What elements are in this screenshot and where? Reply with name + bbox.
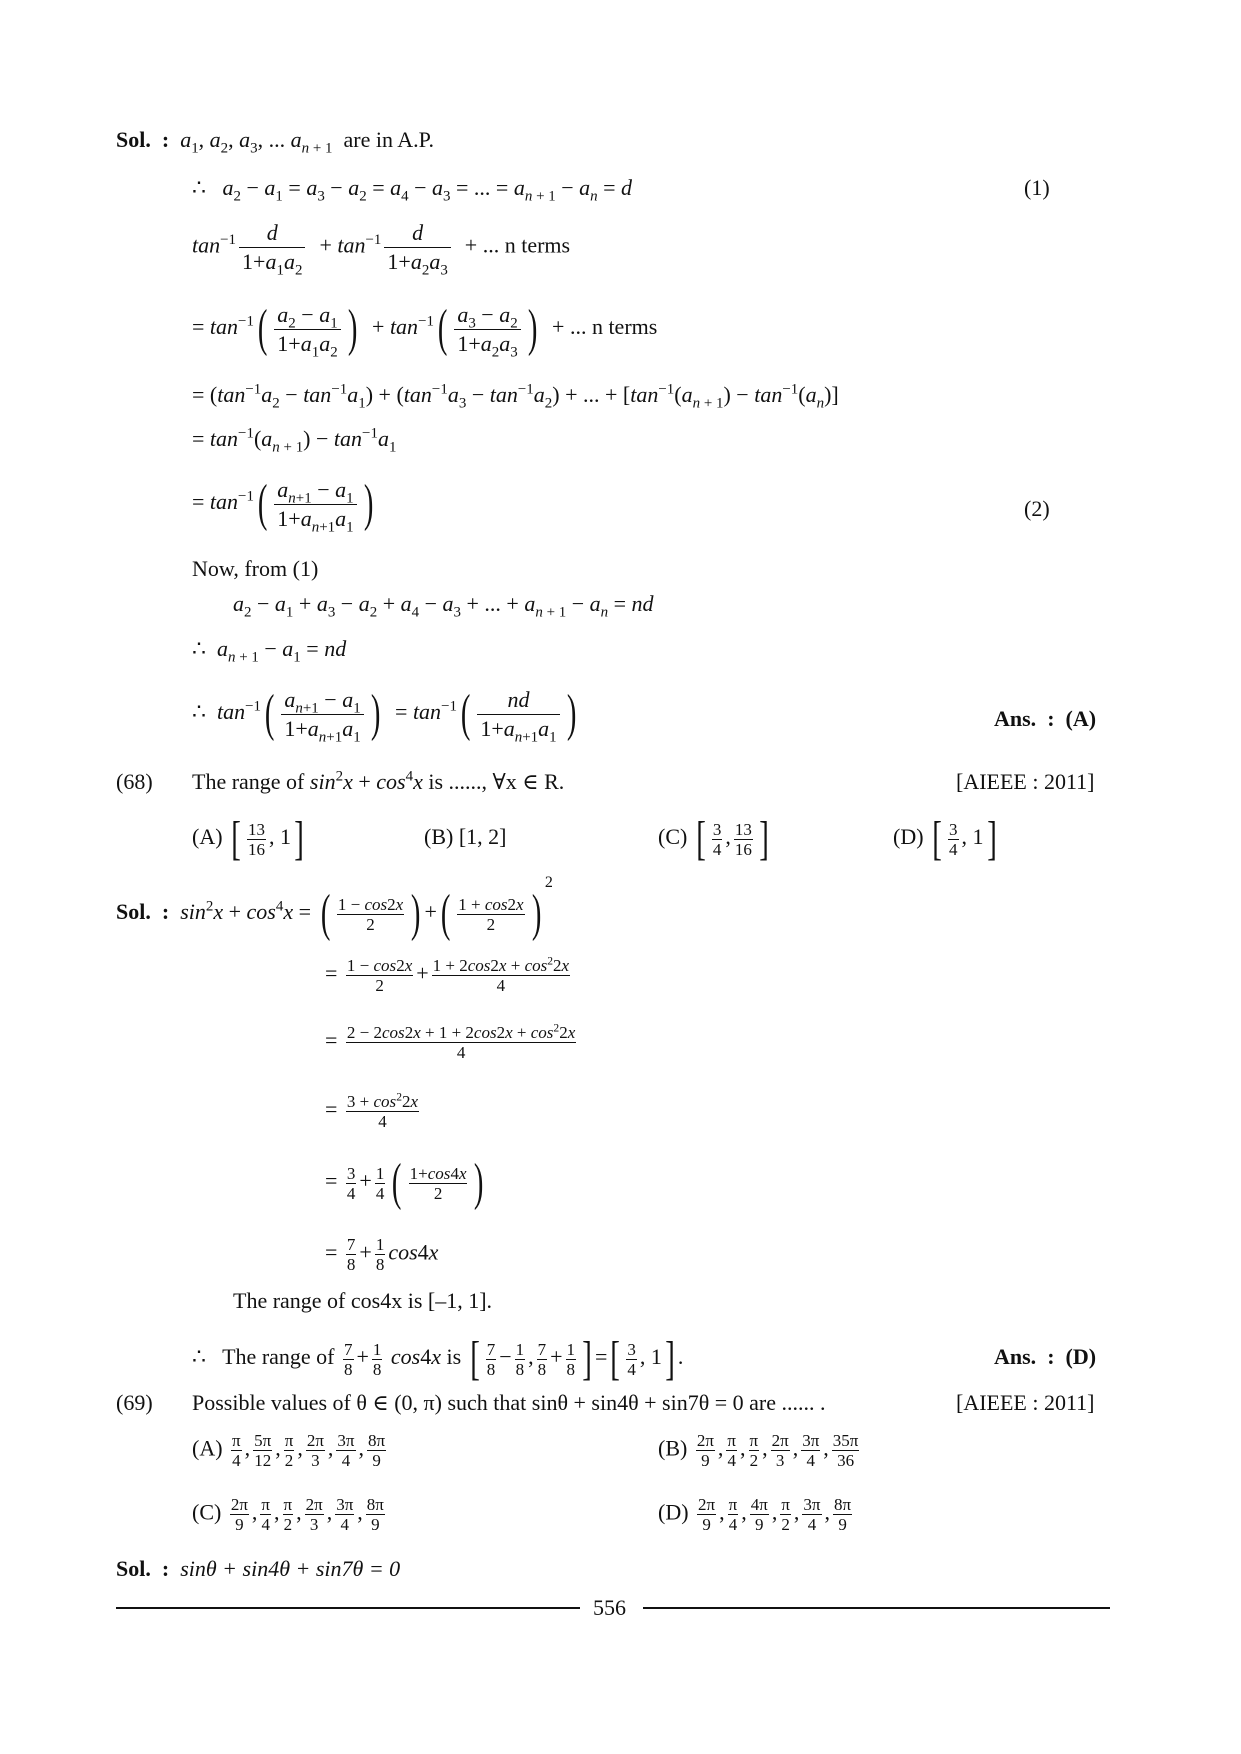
sol-68-step2: = $\frac{1 - \cos 2x}{2}$ + $\frac{1 + 2\cos 2x + \cos^22x}{4}$ (325, 954, 570, 995)
answer-value: (D) (1065, 1344, 1097, 1369)
eq-nd: ∴ $a_{n + 1} - a_1$ = nd (192, 636, 347, 666)
eq-combined: = $\tan^{-1}$( $\frac{a_{n+1} - a_1}{1+a_{n+1}a_1}$ ) (192, 475, 374, 535)
sol-68-step6: = $\frac{7}{8}$ + $\frac{1}{8}$ cos4x (325, 1235, 439, 1274)
eq-difference: = $\tan^{-1}(a_{n + 1}) - \tan^{-1}a_1$ (192, 425, 397, 456)
eq-final-67: ∴ $\tan^{-1}$( $\frac{a_{n+1} - a_1}{1+a_{n+1}a_1}$ ) = $\tan^{-1}$( $\frac{nd}{1+a_{n+1}a_1}$ ) (192, 685, 577, 745)
page-number: 556 (593, 1595, 626, 1620)
sol-69-line1 (116, 1558, 400, 1580)
q69-option-b: (B) $\frac{2\pi}{9}$ , $\frac{\pi}{4}$ , $\frac{\pi}{2}$ , $\frac{2\pi}{3}$ , $\frac{3\pi}{4}$ , $\frac{35\pi}{36}$ (658, 1431, 859, 1470)
ans-label: Ans. (994, 1344, 1037, 1369)
sol-69-equation: sinθ + sin4θ + sin7θ = 0 (180, 1556, 401, 1581)
therefore-symbol: ∴ (192, 175, 206, 200)
eq-telescoping: = $(\tan^{-1}a_2 - \tan^{-1}a_1) + (\tan^{-1}a_3 - \tan^{-1}a_2)$ + ... + $[\tan^{-1}(a_{n + 1}) - \tan^{-1}(a_n)]$ (192, 381, 839, 412)
q68-option-b: (B) [1, 2] (424, 824, 507, 849)
option-label: (A) (192, 1435, 223, 1461)
sol-label: Sol. (116, 127, 151, 152)
option-label: (D) (658, 1499, 689, 1525)
range-conclusion: ∴ The range of $\frac{7}{8}$ + $\frac{1}{8}$ cos4x is [ $\frac{7}{8}$ − $\frac{1}{8}$ , $\frac{7}{8}$ + $\frac{1}{8}$ ] =[ $\frac{3}{4}$ , 1] . (192, 1332, 684, 1385)
sol-colon: : (161, 127, 170, 152)
footer-rule-left (116, 1607, 580, 1609)
q69-source: [AIEEE : 2011] (956, 1390, 1095, 1415)
n-terms-text: + ... n terms (464, 232, 571, 258)
option-label: (A) (192, 824, 223, 850)
sol-67-line1: Sol. : $a_1$, $a_2$, $a_3$, ... $a_{n + 1}$ are in A.P. (116, 127, 434, 157)
footer-rule-right (643, 1607, 1110, 1609)
q68-stem-a: The range of (192, 769, 305, 794)
answer-value: (A) (1065, 706, 1097, 731)
n-terms-text: + ... n terms (552, 314, 658, 340)
eq-common-difference: ∴ $a_2 - a_1 = a_3 - a_2 = a_4 - a_3$ = ... = $a_{n + 1} - a_n = d$ (192, 175, 633, 205)
sol-68-line1: Sol. : $\sin^2x + \cos^4x$ = ( $\frac{1 - \cos 2x}{2}$ ) +( $\frac{1 + \cos 2x}{2}$ )$^2$ (116, 873, 553, 942)
eq-tag-1: (1) (1024, 175, 1050, 200)
therefore-symbol: ∴ (192, 699, 206, 725)
sol-68-step3: = $\frac{2 - 2\cos 2x + 1 + 2\cos 2x + \cos^22x}{4}$ (325, 1021, 576, 1062)
option-label: (D) (893, 824, 924, 850)
option-label: (C) (658, 824, 688, 850)
sol-colon: : (161, 899, 170, 925)
q69-option-c: (C) $\frac{2\pi}{9}$ , $\frac{\pi}{4}$ , $\frac{\pi}{2}$ , $\frac{2\pi}{3}$ , $\frac{3\pi}{4}$ , $\frac{8\pi}{9}$ (192, 1495, 384, 1534)
eq-tag-2: (2) (1024, 496, 1050, 521)
answer-67: Ans. : (A) (994, 706, 1097, 731)
q69-stem: Possible values of θ ∈ (0, π) such that sinθ + sin4θ + sin7θ = 0 are ...... . (192, 1390, 826, 1415)
sol-label: Sol. (116, 1556, 151, 1581)
q68-stem-b: is ......, ∀x ∈ R. (428, 769, 565, 794)
q68-number: (68) (116, 769, 153, 794)
range-text: The range of (222, 1344, 335, 1370)
eq-sum-expanded: = $\tan^{-1}$( $\frac{a_2 - a_1}{1+a_1a_2}$ ) + $\tan^{-1}$( $\frac{a_3 - a_2}{1+a_2a_3}$ ) + ... n terms (192, 300, 658, 360)
sol-colon: : (161, 1556, 170, 1581)
sol-68-step4: = $\frac{3 + \cos^22x}{4}$ (325, 1090, 419, 1131)
therefore-symbol: ∴ (192, 636, 206, 661)
q69-option-d: (D) $\frac{2\pi}{9}$ , $\frac{\pi}{4}$ , $\frac{4\pi}{9}$ , $\frac{\pi}{2}$ , $\frac{3\pi}{4}$ , $\frac{8\pi}{9}$ (658, 1495, 852, 1534)
now-from-text: Now, from (1) (192, 556, 319, 581)
q69-option-a: (A) $\frac{\pi}{4}$ , $\frac{5\pi}{12}$ , $\frac{\pi}{2}$ , $\frac{2\pi}{3}$ , $\frac{3\pi}{4}$ , $\frac{8\pi}{9}$ (192, 1431, 386, 1470)
q68-option-a: (A) [ $\frac{13}{16}$ , 1] (192, 812, 304, 865)
q68-stem: The range of $\sin^2x + \cos^4x$ is ......, ∀x ∈ R. (192, 768, 565, 794)
sol-label: Sol. (116, 899, 151, 925)
eq-sum-terms: $\tan^{-1}$ $\frac{d}{1+a_1a_2}$ + $\tan^{-1}$ $\frac{d}{1+a_2a_3}$ + ... n terms (192, 220, 571, 279)
ap-text: are in A.P. (343, 127, 434, 152)
option-label: (C) (192, 1499, 222, 1525)
q69-number: (69) (116, 1390, 153, 1415)
option-label: (B) (658, 1435, 688, 1461)
q68-source: [AIEEE : 2011] (956, 769, 1095, 794)
ans-label: Ans. (994, 706, 1037, 731)
range-statement: The range of cos4x is [–1, 1]. (233, 1288, 493, 1313)
sol-68-step5: = $\frac{3}{4}$ + $\frac{1}{4}$ ( $\frac{1+\cos 4x}{2}$ ) (325, 1154, 484, 1211)
therefore-symbol: ∴ (192, 1344, 206, 1370)
q68-option-d: (D) [ $\frac{3}{4}$ , 1] (893, 812, 997, 865)
q68-option-c: (C) [ $\frac{3}{4}$ , $\frac{13}{16}$ ] (658, 812, 769, 865)
answer-68: Ans. : (D) (994, 1344, 1097, 1369)
eq-sum-differences: $a_2 - a_1 + a_3 - a_2 + a_4 - a_3$ + ... + $a_{n + 1} - a_n$ = nd (233, 591, 654, 621)
